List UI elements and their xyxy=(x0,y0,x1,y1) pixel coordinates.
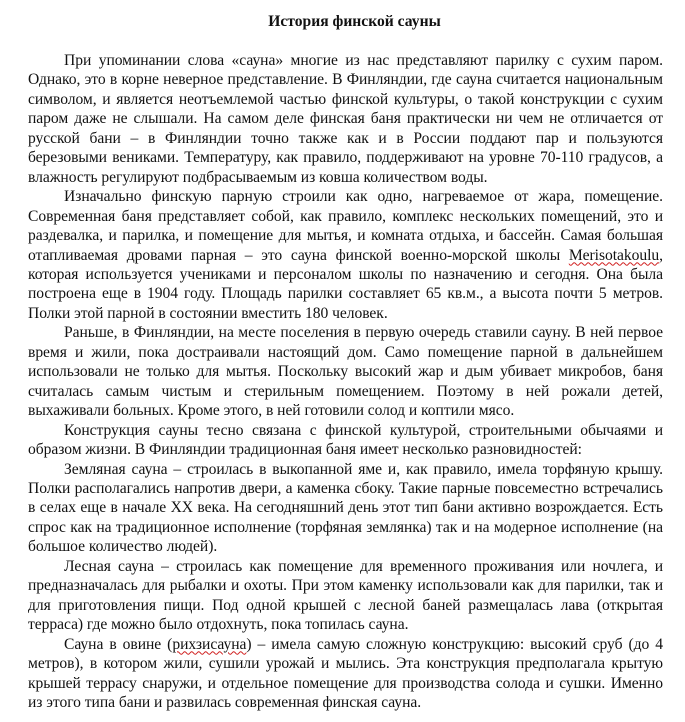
paragraph-barn-sauna-text-end: ) – имела самую сложную конструкцию: высокий сруб (до 4 метров), в котором жили, сушили урожай и мылись. Эта конструкция предполагала крытую крышей террасу снаружи, и отдельное помещение для производства солода и сушки. Именно из этого типа бани и развилась современная финская сауна. xyxy=(28,635,663,711)
paragraph-construction: Конструкция сауны тесно связана с финской культурой, строительными обычаями и образом жизни. В Финляндии традиционная баня имеет несколько разновидностей: xyxy=(28,421,663,459)
paragraph-forest-sauna: Лесная сауна – строилась как помещение для временного проживания или ночлега, и предназначалась для рыбалки и охоты. При этом каменку использовали как для парилки, так и для приготовления пищи. Под одной крышей с лесной баней размещалась лава (открытая терраса) где можно было отдохнуть, пока топилась сауна. xyxy=(28,557,663,634)
document-title: История финской сауны xyxy=(268,13,441,30)
paragraph-origins xyxy=(28,187,663,323)
paragraph-barn-sauna-text: Сауна в овине ( xyxy=(64,635,173,653)
paragraph-origins-text-end: , которая используется учениками и персоналом школы по назначению и сегодня. Она была построена еще в 1904 году. Площадь парилки составляет 65 кв.м., а высота почти 5 метров. Полки этой парной в состоянии вместить 180 человек. xyxy=(28,246,663,322)
paragraph-origins-text: Изначально финскую парную строили как одно, нагреваемое от жара, помещение. Современная баня представляет собой, как правило, комплекс нескольких помещений, это и раздевалка, и парилка, и помещение для мытья, и комната отдыха, и бассейн. Самая большая отапливаемая дровами парная – это сауна финской военно-морской школы xyxy=(28,188,663,264)
spellcheck-word-rihzisauna: рихзисауна xyxy=(172,635,247,653)
paragraph-barn-sauna xyxy=(28,635,663,713)
spellcheck-word-merisotakoulu: Merisotakoulu xyxy=(568,246,660,264)
paragraph-earth-sauna: Земляная сауна – строилась в выкопанной яме и, как правило, имела торфяную крышу. Полки располагались напротив двери, а каменка сбоку. Такие парные повсеместно встречались в селах еще в начале ХХ века. На сегодняшний день этот тип бани активно возрождается. Есть спрос как на традиционное исполнение (торфяная землянка) так и на модерное исполнение (на большое количество людей). xyxy=(28,460,663,556)
paragraph-history: Раньше, в Финляндии, на месте поселения в первую очередь ставили сауну. В ней первое время и жили, пока достраивали настоящий дом. Само помещение парной в дальнейшем использовали не только для мытья. Поскольку высокий жар и дым убивает микробов, баня считалась самым чистым и стерильным помещением. Поэтому в ней рожали детей, выхаживали больных. Кроме этого, в ней готовили солод и коптили мясо. xyxy=(28,324,663,420)
paragraph-intro: При упоминании слова «сауна» многие из нас представляют парилку с сухим паром. Однако, это в корне неверное представление. В Финляндии, где сауна считается национальным символом, и является неотъемлемой частью финской культуры, о такой конструкции с сухим паром даже не слышали. На самом деле финская баня практически ни чем не отличается от русской бани – в Финляндии точно также как и в России поддают пар и пользуются березовыми вениками. Температуру, как правило, поддерживают на уровне 70-110 градусов, а влажность регулируют подбрасываемым из ковша количеством воды. xyxy=(28,52,663,186)
